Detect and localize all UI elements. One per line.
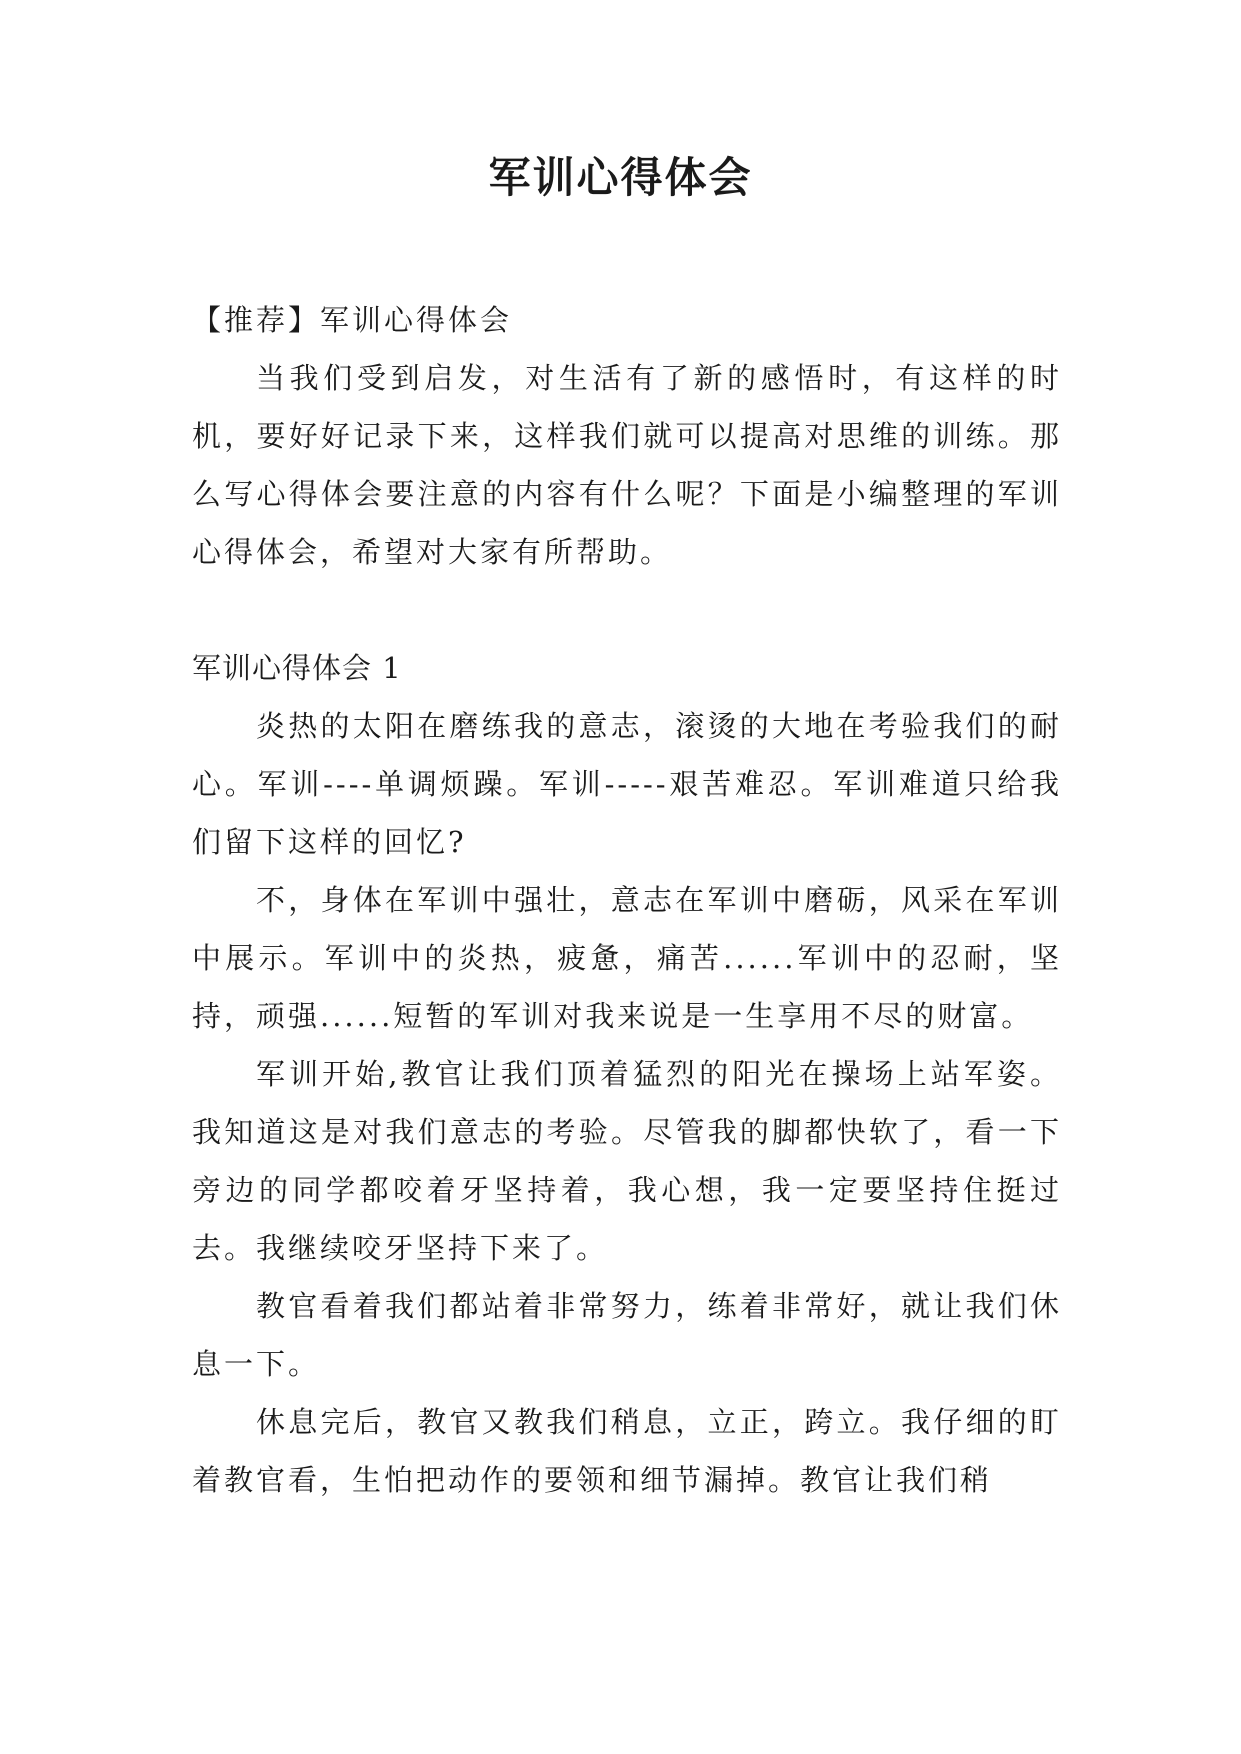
subtitle: 【推荐】军训心得体会	[192, 303, 513, 337]
intro-paragraph: 当我们受到启发，对生活有了新的感悟时，有这样的时机，要好好记录下来，这样我们就可以提高对思维的训练。那么写心得体会要注意的内容有什么呢？下面是小编整理的军训心得体会，希望对大家有所帮助。	[192, 361, 1062, 569]
section-gap	[192, 581, 1062, 639]
paragraph-2: 不，身体在军训中强壮，意志在军训中磨砺，风采在军训中展示。军训中的炎热，疲惫，痛苦......军训中的忍耐，坚持，顽强......短暂的军训对我来说是一生享用不尽的财富。	[192, 883, 1062, 1033]
paragraph-4: 教官看着我们都站着非常努力，练着非常好，就让我们休息一下。	[192, 1289, 1062, 1381]
document-title: 军训心得体会	[488, 153, 753, 202]
paragraph-1: 炎热的太阳在磨练我的意志，滚烫的大地在考验我们的耐心。军训----单调烦躁。军训-----艰苦难忍。军训难道只给我们留下这样的回忆?	[192, 709, 1062, 859]
paragraph-5: 休息完后，教官又教我们稍息，立正，跨立。我仔细的盯着教官看，生怕把动作的要领和细节漏掉。教官让我们稍	[192, 1405, 1062, 1497]
paragraph-3: 军训开始,教官让我们顶着猛烈的阳光在操场上站军姿。我知道这是对我们意志的考验。尽管我的脚都快软了，看一下旁边的同学都咬着牙坚持着，我心想，我一定要坚持住挺过去。我继续咬牙坚持下来了。	[192, 1057, 1062, 1265]
document-body	[192, 291, 1062, 1509]
section-heading: 军训心得体会 1	[192, 651, 402, 685]
